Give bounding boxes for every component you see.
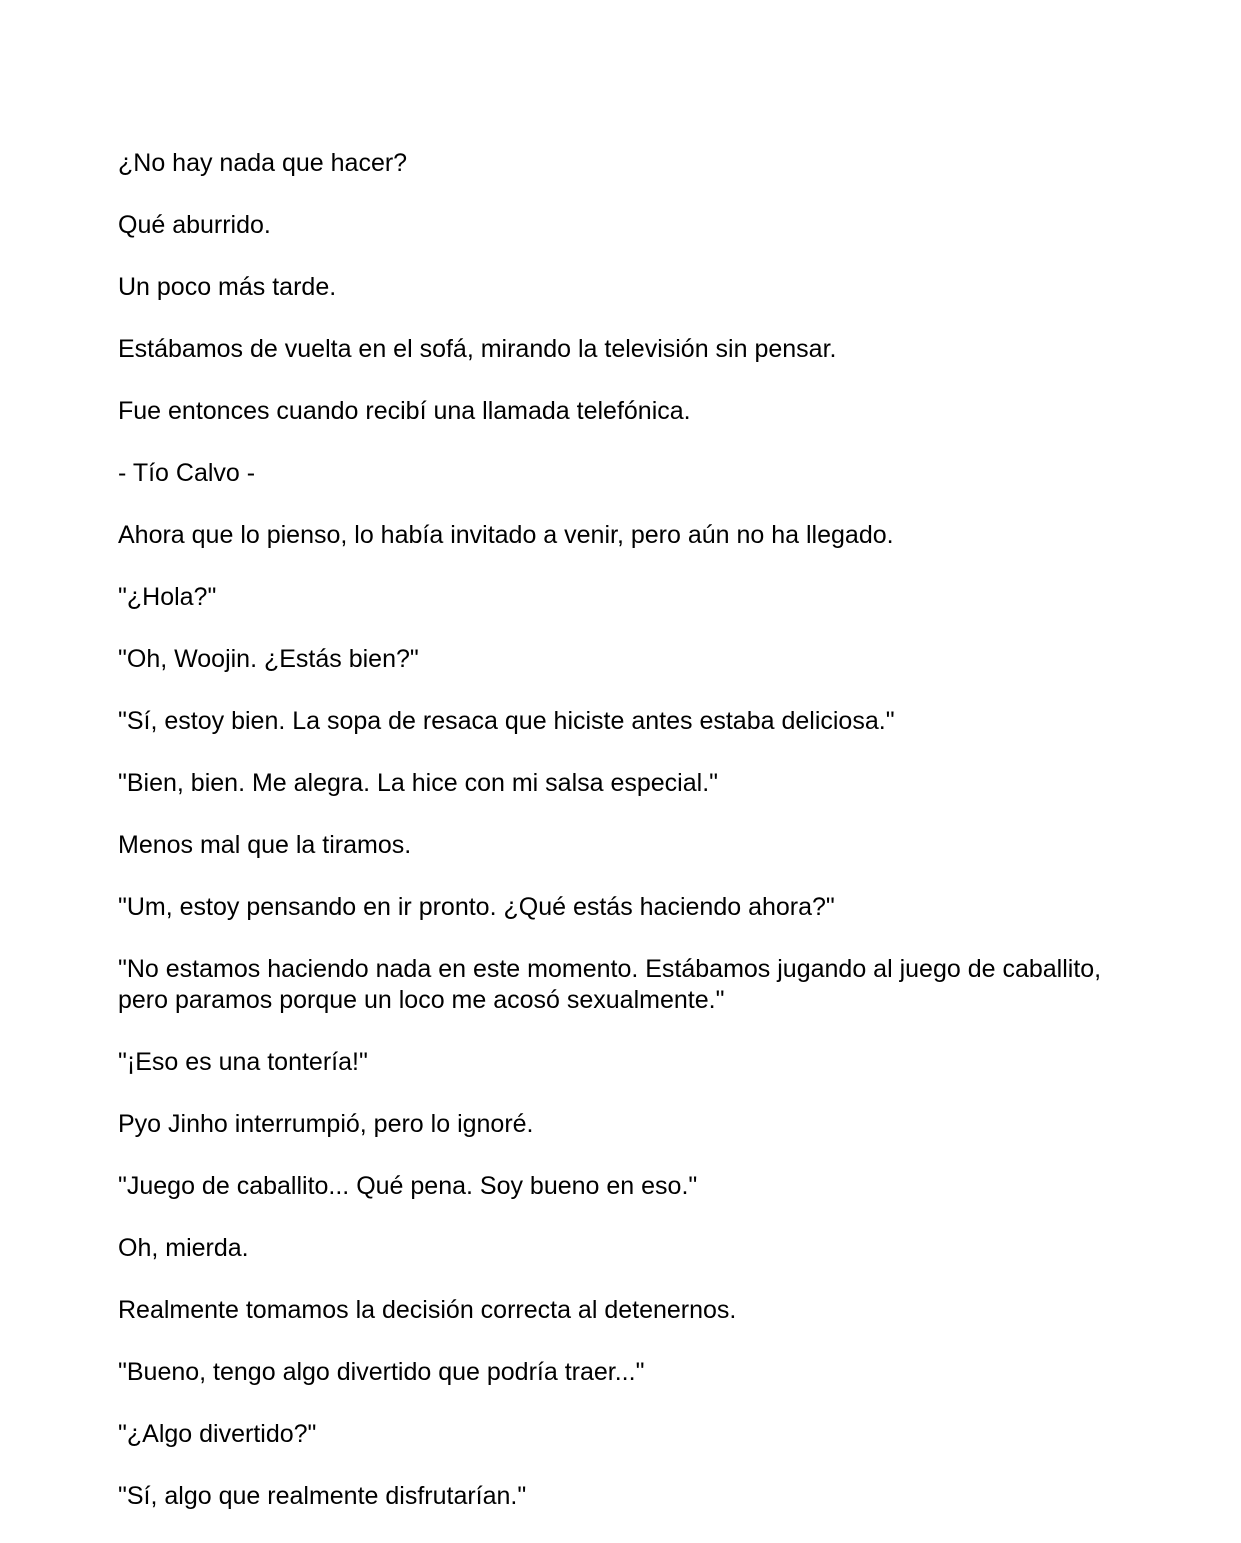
paragraph: Ahora que lo pienso, lo había invitado a venir, pero aún no ha llegado. bbox=[118, 521, 894, 549]
paragraph: Oh, mierda. bbox=[118, 1234, 249, 1262]
paragraph: Estábamos de vuelta en el sofá, mirando la televisión sin pensar. bbox=[118, 335, 837, 363]
paragraph: Un poco más tarde. bbox=[118, 273, 337, 301]
paragraph: "Um, estoy pensando en ir pronto. ¿Qué estás haciendo ahora?" bbox=[118, 893, 835, 921]
paragraph: ¿No hay nada que hacer? bbox=[118, 149, 408, 177]
paragraph: Fue entonces cuando recibí una llamada telefónica. bbox=[118, 397, 691, 425]
paragraph: Menos mal que la tiramos. bbox=[118, 831, 412, 859]
paragraph: Realmente tomamos la decisión correcta al detenernos. bbox=[118, 1296, 737, 1324]
paragraph: Qué aburrido. bbox=[118, 211, 271, 239]
paragraph: "¿Algo divertido?" bbox=[118, 1420, 317, 1448]
document-body bbox=[118, 148, 1128, 1543]
paragraph: "¡Eso es una tontería!" bbox=[118, 1048, 368, 1076]
paragraph: - Tío Calvo - bbox=[118, 459, 256, 487]
paragraph: "Oh, Woojin. ¿Estás bien?" bbox=[118, 645, 419, 673]
paragraph: Pyo Jinho interrumpió, pero lo ignoré. bbox=[118, 1110, 534, 1138]
paragraph: "Bien, bien. Me alegra. La hice con mi salsa especial." bbox=[118, 769, 719, 797]
paragraph: "Sí, algo que realmente disfrutarían." bbox=[118, 1482, 527, 1510]
paragraph: "Bueno, tengo algo divertido que podría traer..." bbox=[118, 1358, 645, 1386]
paragraph: "No estamos haciendo nada en este momento. Estábamos jugando al juego de caballito, pero paramos porque un loco me acosó sexualmente." bbox=[118, 955, 1102, 1014]
paragraph: "Juego de caballito... Qué pena. Soy bueno en eso." bbox=[118, 1172, 698, 1200]
paragraph: "¿Hola?" bbox=[118, 583, 217, 611]
paragraph: "Sí, estoy bien. La sopa de resaca que hiciste antes estaba deliciosa." bbox=[118, 707, 895, 735]
